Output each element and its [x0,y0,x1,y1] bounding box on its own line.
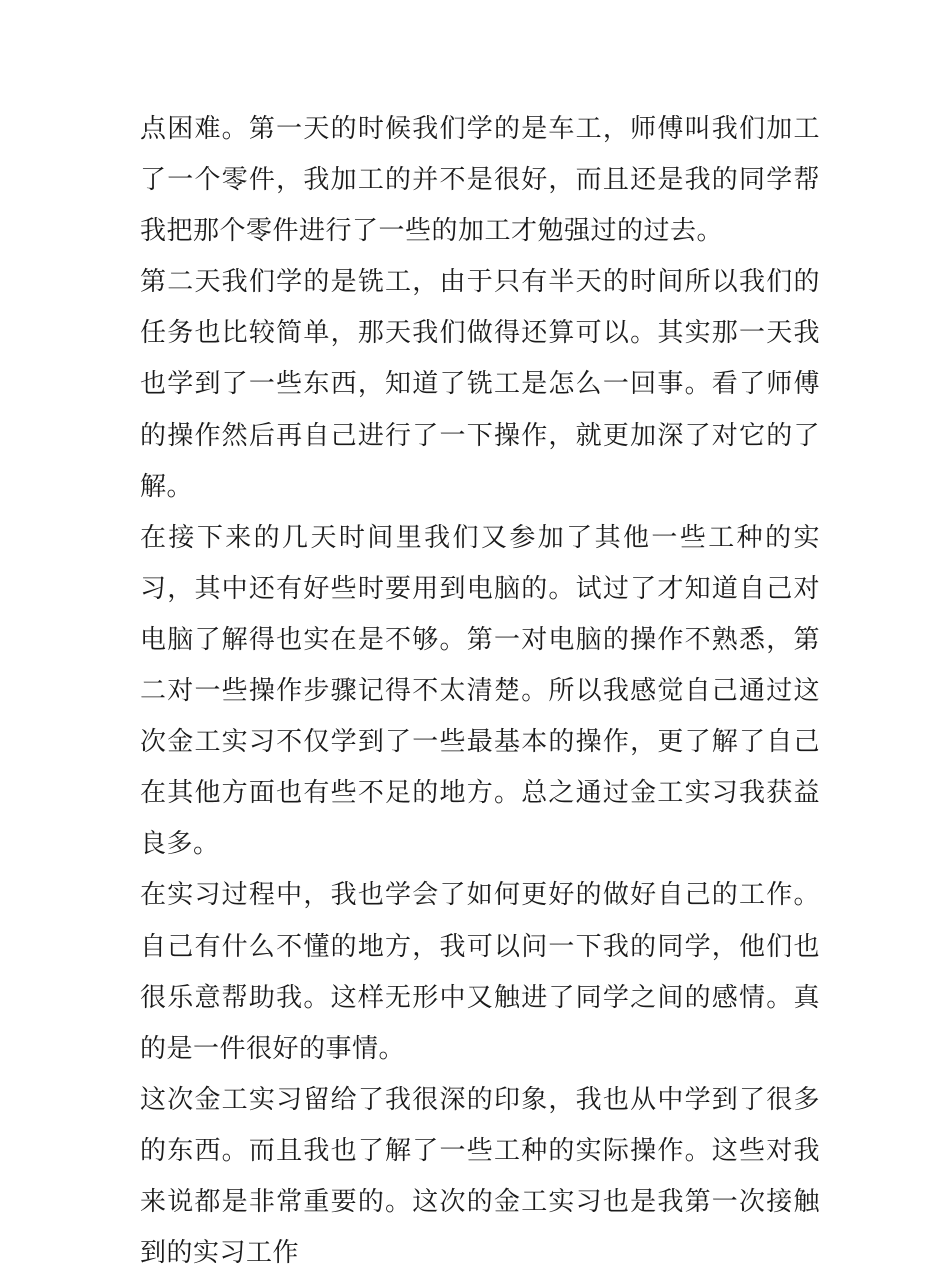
paragraph-4: 在实习过程中，我也学会了如何更好的做好自己的工作。自己有什么不懂的地方，我可以问一下我的同学，他们也很乐意帮助我。这样无形中又触进了同学之间的感情。真的是一件很好的事情。 [140,880,820,1064]
paragraph-5: 这次金工实习留给了我很深的印象，我也从中学到了很多的东西。而且我也了解了一些工种的实际操作。这些对我来说都是非常重要的。这次的金工实习也是我第一次接触到的实习工作 [140,1084,820,1269]
paragraph-1: 点困难。第一天的时候我们学的是车工，师傅叫我们加工了一个零件，我加工的并不是很好，而且还是我的同学帮我把那个零件进行了一些的加工才勉强过的过去。 [140,114,820,247]
document-body [140,104,820,1279]
paragraph-3: 在接下来的几天时间里我们又参加了其他一些工种的实习，其中还有好些时要用到电脑的。试过了才知道自己对电脑了解得也实在是不够。第一对电脑的操作不熟悉，第二对一些操作步骤记得不太清楚。所以我感觉自己通过这次金工实习不仅学到了一些最基本的操作，更了解了自己在其他方面也有些不足的地方。总之通过金工实习我获益良多。 [140,522,820,860]
paragraph-2: 第二天我们学的是铣工，由于只有半天的时间所以我们的任务也比较简单，那天我们做得还算可以。其实那一天我也学到了一些东西，知道了铣工是怎么一回事。看了师傅的操作然后再自己进行了一下操作，就更加深了对它的了解。 [140,267,820,502]
